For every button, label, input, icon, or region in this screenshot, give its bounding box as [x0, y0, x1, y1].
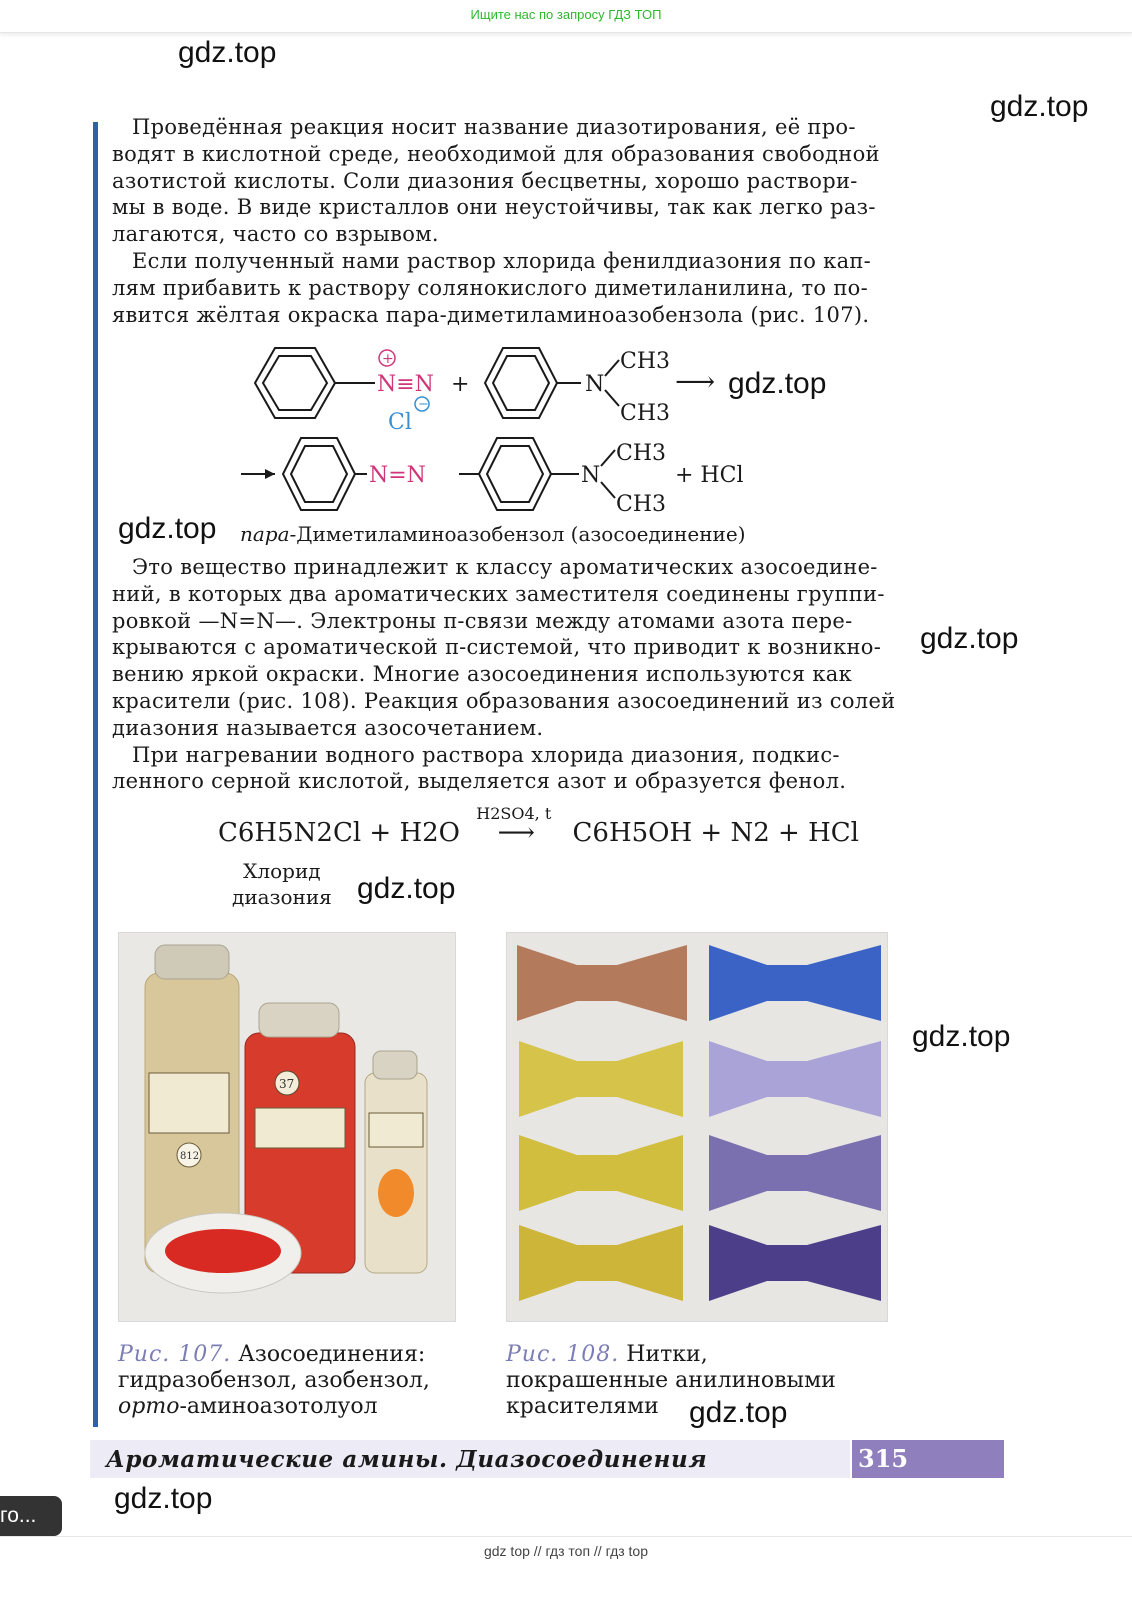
jar-label: 812	[180, 1151, 200, 1162]
methyl-bottom: CH3	[616, 492, 667, 517]
text-line: ленного серной кислотой, выделяется азот и образуется фенол.	[112, 769, 847, 794]
watermark: gdz.top	[912, 1020, 1011, 1053]
label-line: диазония	[232, 885, 332, 909]
hcl-product: + HCl	[675, 463, 744, 488]
page-number: 315	[852, 1440, 1004, 1478]
dyed-yarn-illustration	[507, 933, 887, 1321]
text-line: явится жёлтая окраска пара-диметиламиноазобензола (рис. 107).	[112, 302, 870, 327]
hydrolysis-equation	[218, 804, 859, 848]
watermark: gdz.top	[728, 367, 827, 400]
n-triple-n: N≡N	[377, 372, 434, 397]
equation-label	[232, 858, 332, 910]
caption-italic: орто	[118, 1394, 180, 1419]
caption-line: Азосоединения:	[238, 1342, 426, 1367]
amine-n: N	[585, 372, 605, 397]
paragraph-azo-compounds	[112, 554, 922, 795]
bottom-links[interactable]: gdz top // гдз топ // гдз top	[483, 1543, 649, 1559]
text-line: азотистой кислоты. Соли диазония бесцветны, хорошо раствори-	[112, 168, 858, 193]
equation-left: C6H5N2Cl + H2O	[218, 818, 460, 848]
caption-line: -аминоазотолуол	[179, 1394, 378, 1419]
figure-107-caption	[118, 1342, 430, 1420]
methyl-bottom: CH3	[620, 401, 671, 426]
watermark: gdz.top	[114, 1482, 213, 1515]
equation-arrow: ⟶	[497, 818, 535, 848]
watermark: gdz.top	[689, 1396, 788, 1429]
text-line: диазония называется азосочетанием.	[112, 715, 544, 740]
methyl-top: CH3	[620, 349, 671, 374]
section-title: Ароматические амины. Диазосоединения	[106, 1446, 708, 1473]
search-banner[interactable]: Ищите нас по запросу ГДЗ ТОП	[0, 0, 1132, 33]
methyl-top: CH3	[616, 441, 667, 466]
text-line: Это вещество принадлежит к классу ароматических азосоедине-	[132, 555, 878, 579]
chloride-ion: Cl	[388, 410, 412, 435]
margin-bar	[93, 122, 98, 1427]
caption-line: Нитки,	[626, 1342, 708, 1367]
caption-line: гидразобензол, азобензол,	[118, 1368, 430, 1393]
text-line: водят в кислотной среде, необходимой для образования свободной	[112, 141, 880, 166]
figure-108-photo	[506, 932, 888, 1322]
text-line: вению яркой окраски. Многие азосоединения используются как	[112, 662, 852, 687]
text-line: крываются с ароматической π-системой, что приводит к возникно-	[112, 635, 882, 660]
watermark: gdz.top	[357, 872, 456, 905]
watermark: gdz.top	[990, 90, 1089, 123]
toast-popup[interactable]: го...	[0, 1496, 62, 1536]
azo-jars-illustration	[119, 933, 455, 1321]
amine-n: N	[581, 463, 601, 488]
text-line: мы в воде. В виде кристаллов они неустойчивы, так как легко раз-	[112, 195, 876, 220]
figure-107-photo	[118, 932, 456, 1322]
text-line: ний, в которых два ароматических заместителя соединены группи-	[112, 581, 885, 606]
text-line: ровкой —N=N—. Электроны π-связи между атомами азота пере-	[112, 608, 853, 633]
watermark: gdz.top	[920, 622, 1019, 655]
product-caption	[240, 522, 746, 546]
caption-text: Диметиламиноазобензол (азосоединение)	[296, 522, 746, 546]
azo-group: N=N	[369, 463, 426, 488]
paragraph-diazotization	[112, 114, 922, 328]
caption-italic: пара-	[240, 522, 297, 546]
text-line: лям прибавить к раствору солянокислого диметиланилина, то по-	[112, 275, 868, 300]
text-line: лагаются, часто со взрывом.	[112, 222, 439, 247]
caption-line: покрашенные анилиновыми	[506, 1368, 836, 1393]
caption-line: красителями	[506, 1394, 659, 1419]
plus-sign: +	[451, 372, 470, 397]
text-line: При нагревании водного раствора хлорида диазония, подкис-	[132, 742, 840, 767]
watermark: gdz.top	[118, 512, 217, 545]
figure-number: Рис. 108.	[506, 1342, 620, 1367]
equation-conditions: H2SO4, t	[476, 804, 552, 823]
reaction-arrow: ⟶	[675, 365, 716, 398]
text-line: красители (рис. 108). Реакция образования азосоединений из солей	[112, 688, 896, 713]
svg-text:+: +	[382, 351, 394, 367]
figure-number: Рис. 107.	[118, 1342, 232, 1367]
jar-label: 37	[279, 1077, 295, 1091]
watermark: gdz.top	[178, 36, 277, 69]
text-line: Если полученный нами раствор хлорида фенилдиазония по кап-	[132, 248, 872, 273]
azo-coupling-scheme	[235, 338, 795, 518]
label-line: Хлорид	[243, 859, 321, 883]
svg-text:−: −	[418, 397, 429, 412]
equation-right: C6H5OH + N2 + HCl	[572, 818, 859, 848]
figure-108-caption	[506, 1342, 836, 1420]
text-line: Проведённая реакция носит название диазотирования, её про-	[132, 115, 856, 139]
